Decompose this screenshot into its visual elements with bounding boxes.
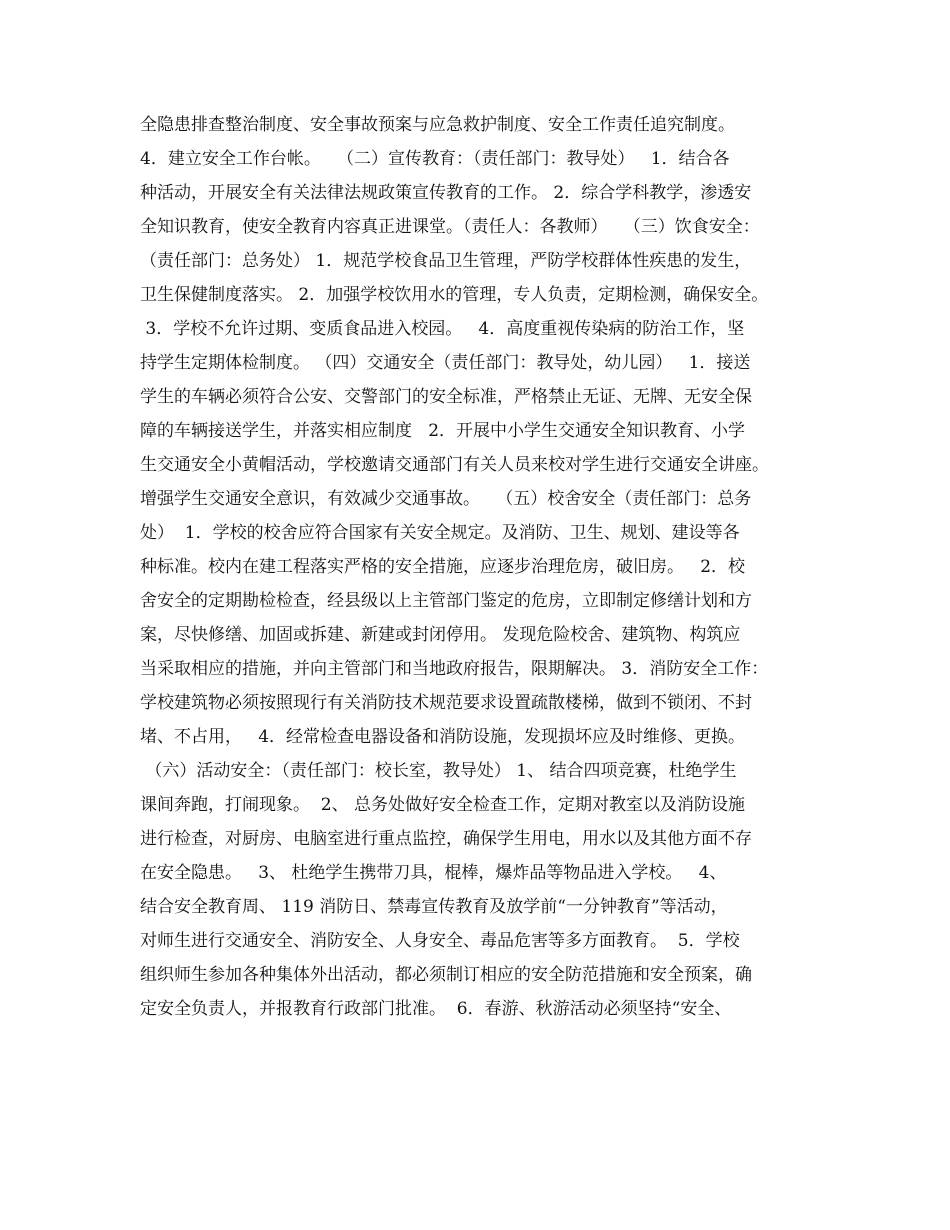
text-line: 种标准。校内在建工程落实严格的安全措施，应逐步治理危房，破旧房。 2．校 bbox=[140, 557, 746, 577]
text-line: 舍安全的定期勘检检查，经县级以上主管部门鉴定的危房，立即制定修缮计划和方 bbox=[140, 591, 752, 611]
text-line: 4．建立安全工作台帐。 （二）宣传教育：（责任部门：教导处） 1．结合各 bbox=[140, 149, 730, 169]
text-line: 课间奔跑，打闹现象。 2、 总务处做好安全检查工作，定期对教室以及消防设施 bbox=[140, 795, 746, 815]
text-line: （责任部门：总务处） 1．规范学校食品卫生管理，严防学校群体性疾患的发生， bbox=[140, 251, 752, 271]
text-line: 卫生保健制度落实。 2．加强学校饮用水的管理，专人负责，定期检测，确保安全。 bbox=[140, 285, 769, 305]
text-line: 学校建筑物必须按照现行有关消防技术规范要求设置疏散楼梯，做到不锁闭、不封 bbox=[140, 693, 752, 713]
text-line: 案，尽快修缮、加固或拆建、新建或封闭停用。 发现危险校舍、建筑物、构筑应 bbox=[140, 625, 741, 645]
text-line: 种活动，开展安全有关法律法规政策宣传教育的工作。 2．综合学科教学，渗透安 bbox=[140, 183, 752, 203]
text-line: 持学生定期体检制度。 （四）交通安全（责任部门：教导处，幼儿园） 1．接送 bbox=[140, 353, 751, 373]
text-line: 增强学生交通安全意识，有效减少交通事故。 （五）校舍安全（责任部门：总务 bbox=[140, 489, 752, 509]
text-line: 障的车辆接送学生，并落实相应制度 2．开展中小学生交通安全知识教育、小学 bbox=[140, 421, 746, 441]
text-line: 全隐患排查整治制度、安全事故预案与应急救护制度、安全工作责任追究制度。 bbox=[140, 115, 735, 135]
text-line: 结合安全教育周、 119 消防日、禁毒宣传教育及放学前“一分钟教育”等活动， bbox=[140, 897, 728, 917]
text-line: 组织师生参加各种集体外出活动，都必须制订相应的安全防范措施和安全预案，确 bbox=[140, 965, 752, 985]
text-line: 进行检查，对厨房、电脑室进行重点监控，确保学生用电，用水以及其他方面不存 bbox=[140, 829, 752, 849]
text-line: （六）活动安全：（责任部门：校长室，教导处） 1、 结合四项竞赛，杜绝学生 bbox=[140, 761, 737, 781]
text-line: 定安全负责人，并报教育行政部门批准。 6．春游、秋游活动必须坚持“安全、 bbox=[140, 999, 732, 1019]
text-line: 处） 1．学校的校舍应符合国家有关安全规定。及消防、卫生、规划、建设等各 bbox=[140, 523, 740, 543]
text-line: 当采取相应的措施，并向主管部门和当地政府报告，限期解决。 3．消防安全工作： bbox=[140, 659, 769, 679]
text-line: 堵、不占用， 4．经常检查电器设备和消防设施，发现损坏应及时维修、更换。 bbox=[140, 727, 746, 747]
text-line: 全知识教育，使安全教育内容真正进课堂。（责任人：各教师） （三）饮食安全： bbox=[140, 217, 760, 237]
text-line: 对师生进行交通安全、消防安全、人身安全、毒品危害等多方面教育。 5．学校 bbox=[140, 931, 740, 951]
text-line: 生交通安全小黄帽活动，学校邀请交通部门有关人员来校对学生进行交通安全讲座。 bbox=[140, 455, 769, 475]
text-line: 3．学校不允许过期、变质食品进入校园。 4．高度重视传染病的防治工作，坚 bbox=[140, 319, 745, 339]
text-line: 在安全隐患。 3、 杜绝学生携带刀具，棍棒，爆炸品等物品进入学校。 4、 bbox=[140, 863, 727, 883]
text-line: 学生的车辆必须符合公安、交警部门的安全标准，严格禁止无证、无牌、无安全保 bbox=[140, 387, 752, 407]
